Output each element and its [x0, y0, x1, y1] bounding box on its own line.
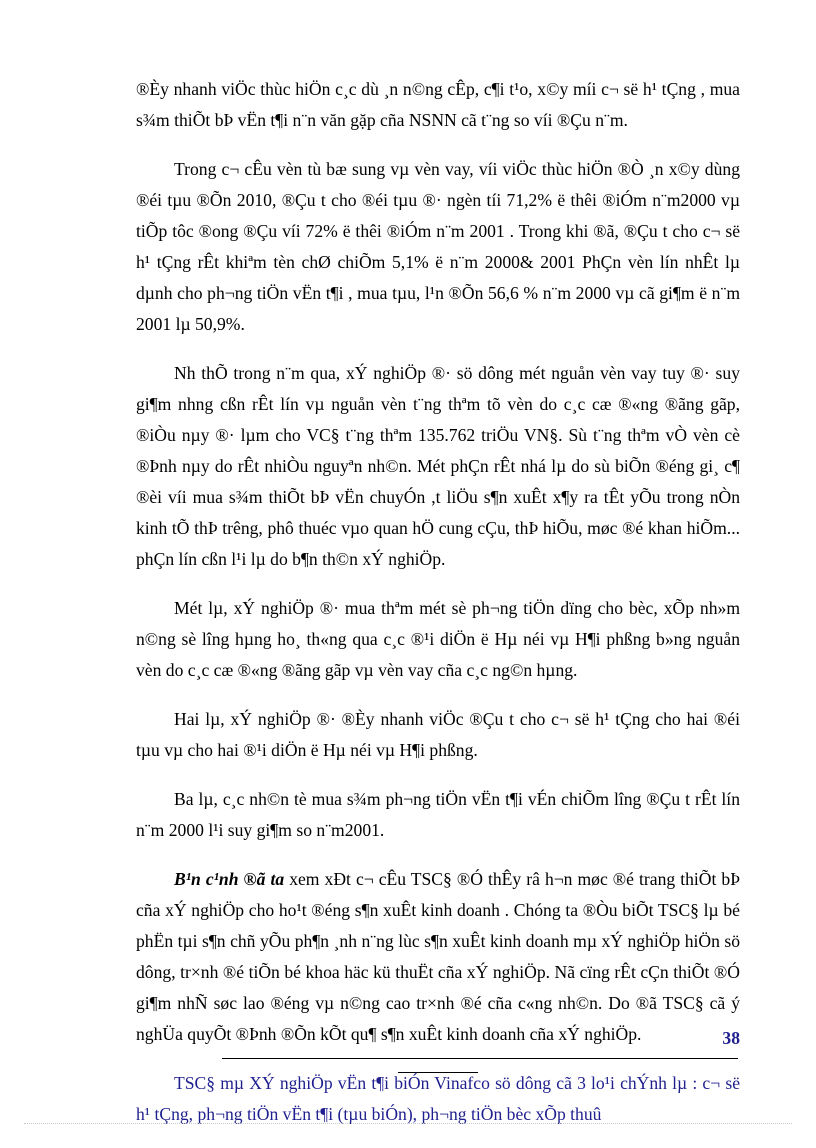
paragraph-1: ®Èy nhanh viÖc thùc hiÖn c¸c dù ¸n n©ng cÊp, c¶i t¹o, x©y míi c¬ së h¹ tÇng , mua s¾m thiÕt bÞ vËn t¶i n¨n văn gặp cña NSNN cã t¨ng so víi ®Çu n¨m.	[136, 79, 740, 130]
paragraph-4: Mét lµ, xÝ nghiÖp ®· mua thªm mét sè ph¬ng tiÖn dïng cho bèc, xÕp nh»m n©ng sè lîng hµng ho¸ th«ng qua c¸c ®¹i diÖn ë Hµ néi vµ H¶i phßng b»ng nguån vèn do c¸c cæ ®«ng ®ãng gãp vµ vèn vay cña c¸c ng©n hµng.	[136, 598, 740, 680]
paragraph-lead: B¹n c¹nh ®ã ta	[174, 869, 285, 889]
paragraph-lead-text: xem xÐt c¬ cÊu TSC§ ®Ó thÊy râ h¬n møc ®é trang thiÕt bÞ cña xÝ nghiÖp cho ho¹t ®éng s¶n xuÊt kinh doanh . Chóng ta ®Òu biÕt TSC§ lµ bé phËn tµi s¶n chñ yÕu ph¶n ¸nh n¨ng lùc s¶n xuÊt kinh doanh mµ xÝ nghiÖp hiÖn sö dông, tr×nh ®é tiÕn bé khoa häc kü thuËt cña xÝ nghiÖp. Nã cïng rÊt cÇn thiÕt ®Ó gi¶m nhÑ søc lao ®éng vµ n©ng cao tr×nh ®é cña c«ng nh©n. Do ®ã TSC§ cã ý nghÜa quyÕt ®Þnh ®Õn kÕt qu¶ s¶n xuÊt kinh doanh cña xÝ nghiÖp.	[136, 869, 740, 1044]
footer-divider	[222, 1058, 738, 1059]
body-text	[136, 74, 740, 1148]
paragraph-5: Hai lµ, xÝ nghiÖp ®· ®Èy nhanh viÖc ®Çu t cho c¬ së h¹ tÇng cho hai ®éi tµu vµ cho hai ®¹i diÖn ë Hµ néi vµ H¶i phßng.	[136, 709, 740, 760]
paragraph-2: Trong c¬ cÊu vèn tù bæ sung vµ vèn vay, víi viÖc thùc hiÖn ®Ò ¸n x©y dùng ®éi tµu ®Õn 2010, ®Çu t cho ®éi tµu ®· ngèn tíi 71,2% ë thêi ®iÓm n¨m2000 vµ tiÕp tôc ®ong ®Çu víi 72% ë thêi ®iÓm n¨m 2001 . Trong khi ®ã, ®Çu t cho c¬ së h¹ tÇng rÊt khiªm tèn chØ chiÕm 5,1% ë n¨m 2000& 2001 PhÇn vèn lín nhÊt lµ dµnh cho ph¬ng tiÖn vËn t¶i , mua tµu, l¹n ®Õn 56,6 % n¨m 2000 vµ cã gi¶m ë n¨m 2001 lµ 50,9%.	[136, 159, 740, 334]
page-number: 38	[722, 1028, 740, 1048]
paragraph-3: Nh thÕ trong n¨m qua, xÝ nghiÖp ®· sö dông mét nguån vèn vay tuy ®· suy gi¶m nhng cßn rÊt lín vµ nguån vèn t¨ng thªm tõ vèn do c¸c cæ ®«ng ®ãng gãp, ®iÒu nµy ®· lµm cho VC§ t¨ng thªm 135.762 triÖu VN§. Sù t¨ng thªm vÒ vèn cè ®Þnh nµy do rÊt nhiÒu nguyªn nh©n. Mét phÇn rÊt nhá lµ do sù biÕn ®éng gi¸ c¶ ®èi víi mua s¾m thiÕt bÞ vËn chuyÓn ,t liÖu s¶n xuÊt x¶y ra tÊt yÕu trong nÒn kinh tÕ thÞ trêng, phô thuéc vµo quan hÖ cung cÇu, thÞ hiÕu, møc ®é khan hiÕm... phÇn lín cßn l¹i lµ do b¶n th©n xÝ nghiÖp.	[136, 363, 740, 569]
page-bottom-border	[24, 1123, 792, 1124]
paragraph-7	[136, 864, 740, 1050]
paragraph-8: TSC§ mµ XÝ nghiÖp vËn t¶i biÓn Vinafco sö dông cã 3 lo¹i chÝnh lµ : c¬ së h¹ tÇng, ph¬ng tiÖn vËn t¶i (tµu biÓn), ph¬ng tiÖn bèc xÕp thuû	[136, 1073, 740, 1124]
footer-divider-short	[398, 1072, 478, 1073]
paragraph-6: Ba lµ, c¸c nh©n tè mua s¾m ph¬ng tiÖn vËn t¶i vÉn chiÕm lîng ®Çu t rÊt lín n¨m 2000 l¹i suy gi¶m so n¨m2001.	[136, 789, 740, 840]
